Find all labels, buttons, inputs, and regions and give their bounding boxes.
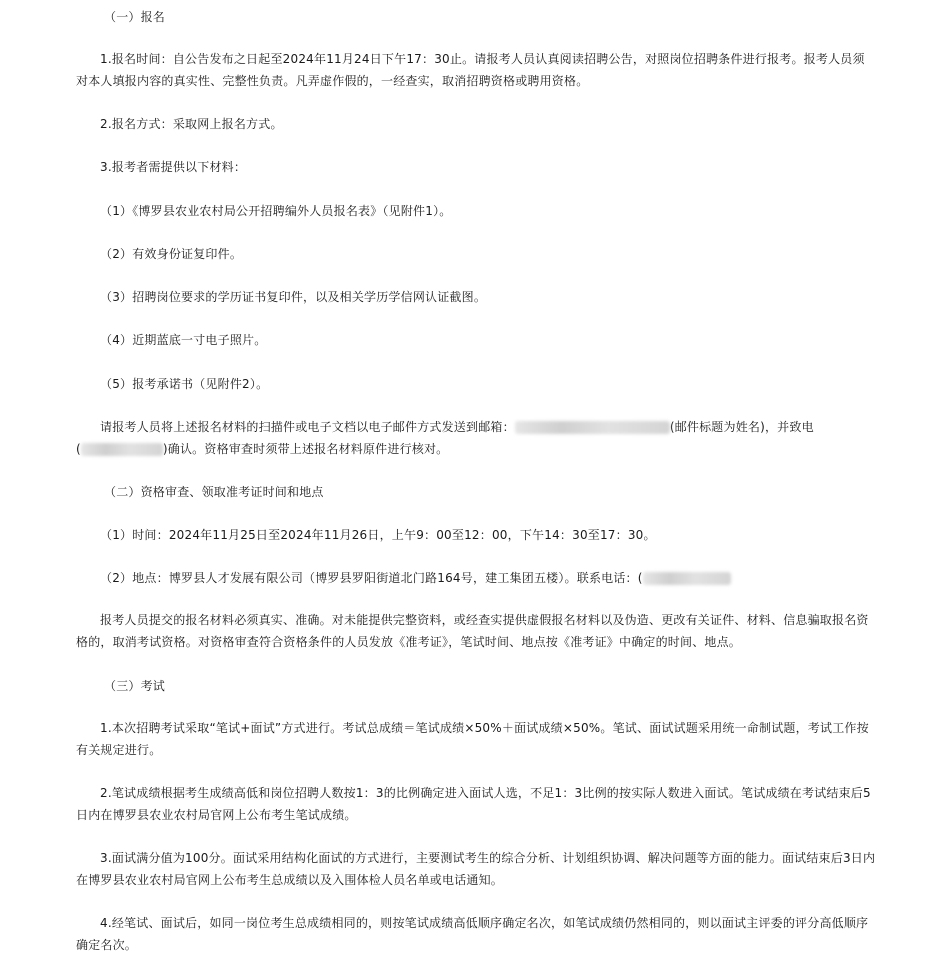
phone-open-paren: ( xyxy=(76,442,81,456)
redacted-contact-phone xyxy=(643,572,731,585)
paragraph-exam-1: 1.本次招聘考试采取“笔试+面试”方式进行。考试总成绩＝笔试成绩×50%＋面试成绩×50%。笔试、面试试题采用统一命制试题，考试工作按有关规定进行。 xyxy=(76,721,869,757)
review-place-text: （2）地点：博罗县人才发展有限公司（博罗县罗阳街道北门路164号，建工集团五楼）。联系电话：( xyxy=(100,571,643,585)
section-heading-exam: （三）考试 xyxy=(104,679,166,693)
section-heading-registration: （一）报名 xyxy=(104,10,166,24)
email-instruction-text-2: (邮件标题为姓名)，并致电 xyxy=(669,420,814,434)
paragraph-review-place xyxy=(76,567,876,589)
redacted-phone xyxy=(81,443,163,456)
paragraph-registration-method: 2.报名方式：采取网上报名方式。 xyxy=(100,117,283,131)
list-item-material-4: （4）近期蓝底一寸电子照片。 xyxy=(100,333,267,347)
list-item-material-5: （5）报考承诺书（见附件2）。 xyxy=(100,377,269,391)
list-item-material-3: （3）招聘岗位要求的学历证书复印件，以及相关学历学信网认证截图。 xyxy=(100,290,487,304)
paragraph-exam-3: 3.面试满分值为100分。面试采用结构化面试的方式进行，主要测试考生的综合分析、计划组织协调、解决问题等方面的能力。面试结束后3日内在博罗县农业农村局官网上公布考生总成绩以及入围体检人员名单或电话通知。 xyxy=(76,851,876,887)
paragraph-review-time: （1）时间：2024年11月25日至2024年11月26日，上午9：00至12：00，下午14：30至17：30。 xyxy=(100,528,656,542)
paragraph-submit-email xyxy=(76,416,876,460)
list-item-material-1: （1）《博罗县农业农村局公开招聘编外人员报名表》（见附件1）。 xyxy=(100,204,452,218)
paragraph-review-note: 报考人员提交的报名材料必须真实、准确。对未能提供完整资料，或经查实提供虚假报名材料以及伪造、更改有关证件、材料、信息骗取报名资格的，取消考试资格。对资格审查符合资格条件的人员发放《准考证》，笔试时间、地点按《准考证》中确定的时间、地点。 xyxy=(76,613,869,649)
paragraph-exam-4: 4.经笔试、面试后，如同一岗位考生总成绩相同的，则按笔试成绩高低顺序确定名次，如笔试成绩仍然相同的，则以面试主评委的评分高低顺序确定名次。 xyxy=(76,916,869,952)
paragraph-exam-2: 2.笔试成绩根据考生成绩高低和岗位招聘人数按1：3的比例确定进入面试人选，不足1：3比例的按实际人数进入面试。笔试成绩在考试结束后5日内在博罗县农业农村局官网上公布考生笔试成绩。 xyxy=(76,786,871,822)
section-heading-review: （二）资格审查、领取准考证时间和地点 xyxy=(104,485,324,499)
paragraph-registration-time: 1.报名时间：自公告发布之日起至2024年11月24日下午17：30止。请报考人员认真阅读招聘公告，对照岗位招聘条件进行报考。报考人员须对本人填报内容的真实性、完整性负责。凡弄虚作假的，一经查实，取消招聘资格或聘用资格。 xyxy=(76,52,865,88)
redacted-email xyxy=(515,421,670,434)
paragraph-materials-intro: 3.报考者需提供以下材料： xyxy=(100,160,247,174)
confirm-text: )确认。资格审查时须带上述报名材料原件进行核对。 xyxy=(162,442,449,456)
email-instruction-text: 请报考人员将上述报名材料的扫描件或电子文档以电子邮件方式发送到邮箱： xyxy=(100,420,515,434)
list-item-material-2: （2）有效身份证复印件。 xyxy=(100,247,243,261)
